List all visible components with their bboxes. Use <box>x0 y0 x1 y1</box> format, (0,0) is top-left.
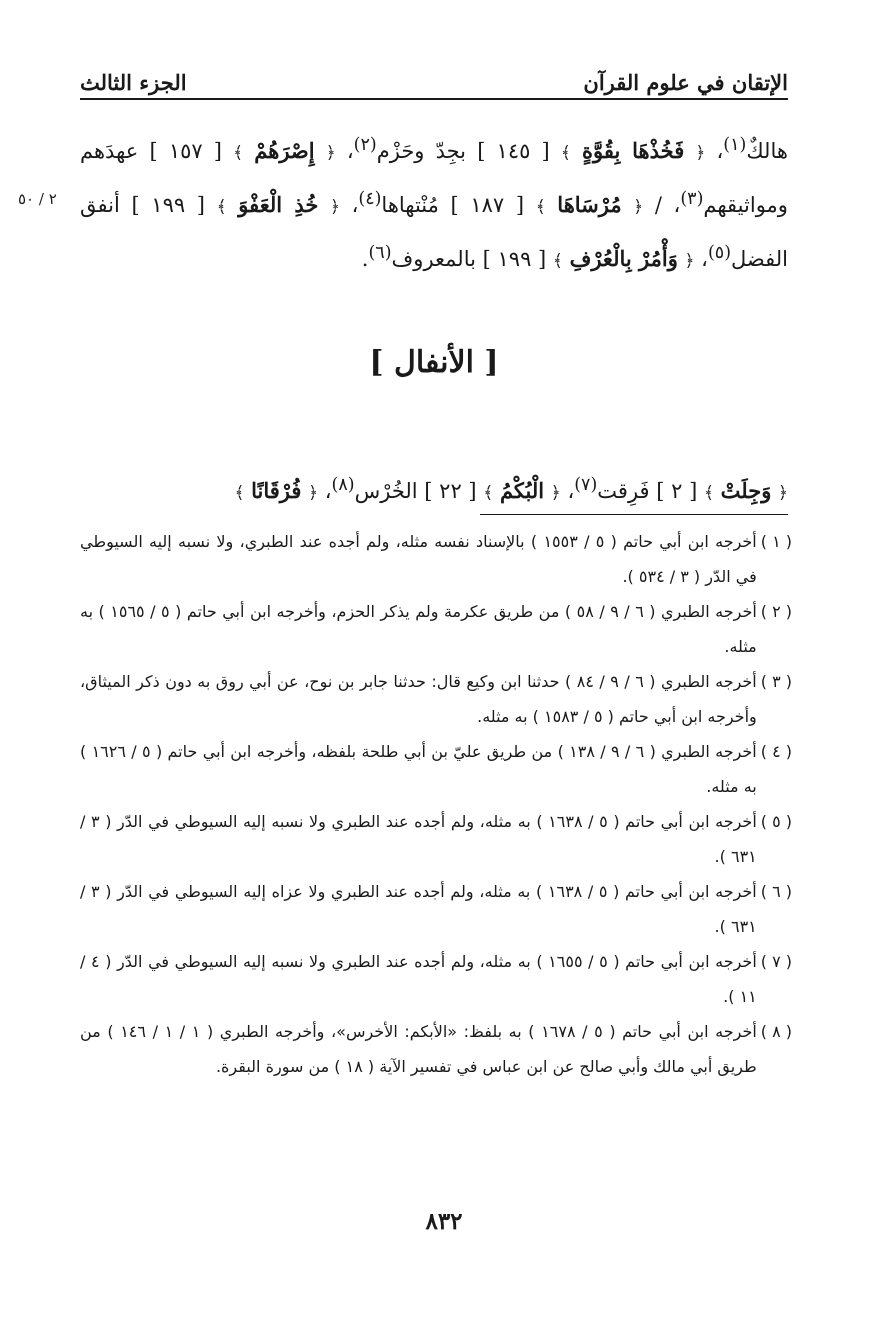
book-title: الإتقان في علوم القرآن <box>583 70 788 95</box>
footnote-number: ( ٨ ) <box>760 1022 792 1041</box>
quran-bracket-close: ﴾ <box>216 197 227 217</box>
verse-ref: [ ١٩٩ ] <box>131 193 205 217</box>
separator: ، <box>339 193 359 217</box>
footnote-text: أخرجه الطبري ( ٦ / ٩ / ٨٤ ) حدثنا ابن وكيع قال: حدثنا جابر بن نوح، عن أبي روق به دون ذكر الميثاق، وأخرجه ابن أبي حاتم ( ٥ / ١٥٨٣ ) به مثله. <box>80 672 757 726</box>
footnote-number: ( ٢ ) <box>760 602 792 621</box>
footnote <box>80 734 792 804</box>
separator: ، <box>705 139 724 163</box>
gloss-text: بالمعروف <box>391 247 476 271</box>
footnote-text: أخرجه ابن أبي حاتم ( ٥ / ١٦٥٥ ) به مثله، ولم أجده عند الطبري ولا نسبه إليه السيوطي في الدّر ( ٤ / ١١ ). <box>80 952 757 1006</box>
gloss-text: مُنْتهاها <box>381 193 439 217</box>
quran-bracket-close: ﴾ <box>233 143 244 163</box>
footnote-number: ( ٧ ) <box>760 952 792 971</box>
gloss-text: بجِدّ وحَزْم <box>376 139 467 163</box>
quran-word: وَأْمُرْ بِالْعُرْفِ <box>569 246 678 271</box>
footnote-text: أخرجه ابن أبي حاتم ( ٥ / ١٦٣٨ ) به مثله، ولم أجده عند الطبري ولا نسبه إليه السيوطي في الدّر ( ٣ / ٦٣١ ). <box>80 812 757 866</box>
footnote <box>80 1014 792 1084</box>
footnote-rule <box>480 514 788 515</box>
section-text <box>80 462 788 516</box>
quran-bracket-close: ﴾ <box>535 197 546 217</box>
quran-bracket-close: ﴾ <box>552 251 563 271</box>
quran-word: خُذِ الْعَفْوَ <box>238 192 319 217</box>
footnote-marker: (٥) <box>707 243 732 263</box>
quran-bracket-open: ﴿ <box>633 197 644 217</box>
quran-bracket-open: ﴿ <box>329 197 340 217</box>
main-text <box>80 122 788 284</box>
quran-bracket-close: ﴾ <box>703 483 714 503</box>
gloss-text: عهدَهم ومواثيقهم <box>80 139 788 217</box>
quran-word: وَجِلَتْ <box>720 478 772 503</box>
gloss-text: أنفق الفضل <box>80 193 788 271</box>
footnote-text: أخرجه ابن أبي حاتم ( ٥ / ١٥٥٣ ) بالإسناد نفسه مثله، ولم أجده عند الطبري، ولا نسبه إليه السيوطي في الدّر ( ٣ / ٥٣٤ ). <box>80 532 757 586</box>
quran-bracket-close: ﴾ <box>483 483 494 503</box>
footnote-marker: (٦) <box>368 243 392 263</box>
footnote-text: أخرجه الطبري ( ٦ / ٩ / ٥٨ ) من طريق عكرمة ولم يذكر الحزم، وأخرجه ابن أبي حاتم ( ٥ / ١٥٦٥ ) به مثله. <box>80 602 757 656</box>
header-rule <box>80 98 788 100</box>
gloss-text: فَرِقت <box>597 479 650 503</box>
quran-bracket-open: ﴿ <box>325 143 336 163</box>
footnote-marker: (١) <box>723 135 747 155</box>
margin-reference: ٢ / ٥٠ <box>18 190 57 208</box>
quran-word: إِصْرَهُمْ <box>254 138 315 163</box>
verse-ref: [ ٢ ] <box>656 479 698 503</box>
separator: ، <box>318 479 332 503</box>
footnote <box>80 524 792 594</box>
separator: ، / <box>643 193 681 217</box>
quran-bracket-close: ﴾ <box>560 143 571 163</box>
verse-ref: [ ١٩٩ ] <box>482 247 547 271</box>
quran-word: فُرْقَانًا <box>251 478 302 503</box>
footnote-number: ( ٣ ) <box>760 672 792 691</box>
gloss-text: هالكٌ <box>746 139 788 163</box>
footnote <box>80 664 792 734</box>
verse-ref: [ ١٤٥ ] <box>477 139 550 163</box>
separator: ، <box>694 247 708 271</box>
footnote-number: ( ٦ ) <box>760 882 792 901</box>
quran-word: فَخُذْهَا بِقُوَّةٍ <box>582 138 685 163</box>
verse-ref: [ ٢٢ ] <box>424 479 477 503</box>
quran-bracket-open: ﴿ <box>684 251 695 271</box>
running-header <box>80 55 788 95</box>
gloss-text: الخُرْس <box>354 479 418 503</box>
quran-bracket-open: ﴿ <box>308 483 319 503</box>
footnote-number: ( ٥ ) <box>760 812 792 831</box>
page-number: ٨٣٢ <box>425 1208 463 1235</box>
footnote <box>80 804 792 874</box>
footnotes <box>80 524 792 1084</box>
footnote-marker: (٨) <box>331 475 355 495</box>
footnote-text: أخرجه ابن أبي حاتم ( ٥ / ١٦٧٨ ) به بلفظ: «الأبكم: الأخرس»، وأخرجه الطبري ( ١ / ١ / ١٤٦ ) من طريق أبي مالك وأبي صالح عن ابن عباس في تفسير الآية ( ١٨ ) من سورة البقرة. <box>80 1022 757 1076</box>
separator: ، <box>335 139 354 163</box>
footnote-number: ( ٤ ) <box>760 742 792 761</box>
verse-ref: [ ١٨٧ ] <box>450 193 525 217</box>
footnote-marker: (٣) <box>680 189 704 209</box>
volume-label: الجزء الثالث <box>80 70 187 95</box>
verse-ref: [ ١٥٧ ] <box>149 139 223 163</box>
quran-word: الْبُكْمُ <box>499 478 545 503</box>
footnote-marker: (٧) <box>574 475 598 495</box>
quran-bracket-open: ﴿ <box>695 143 706 163</box>
separator: ، <box>560 479 575 503</box>
separator: . <box>361 247 369 271</box>
footnote-marker: (٤) <box>358 189 382 209</box>
quran-bracket-open: ﴿ <box>550 483 561 503</box>
footnote-text: أخرجه ابن أبي حاتم ( ٥ / ١٦٣٨ ) به مثله، ولم أجده عند الطبري ولا عزاه إليه السيوطي في الدّر ( ٣ / ٦٣١ ). <box>80 882 757 936</box>
footnote <box>80 874 792 944</box>
section-title: [ الأنفال ] <box>369 345 499 380</box>
quran-bracket-open: ﴿ <box>778 483 788 503</box>
footnote-text: أخرجه الطبري ( ٦ / ٩ / ١٣٨ ) من طريق عليّ بن أبي طلحة بلفظه، وأخرجه ابن أبي حاتم ( ٥ / ١٦٢٦ ) به مثله. <box>80 742 757 796</box>
footnote <box>80 944 792 1014</box>
quran-bracket-close: ﴾ <box>234 483 245 503</box>
quran-word: مُرْسَاهَا <box>557 192 622 217</box>
footnote-number: ( ١ ) <box>760 532 792 551</box>
footnote-marker: (٢) <box>353 135 377 155</box>
footnote <box>80 594 792 664</box>
